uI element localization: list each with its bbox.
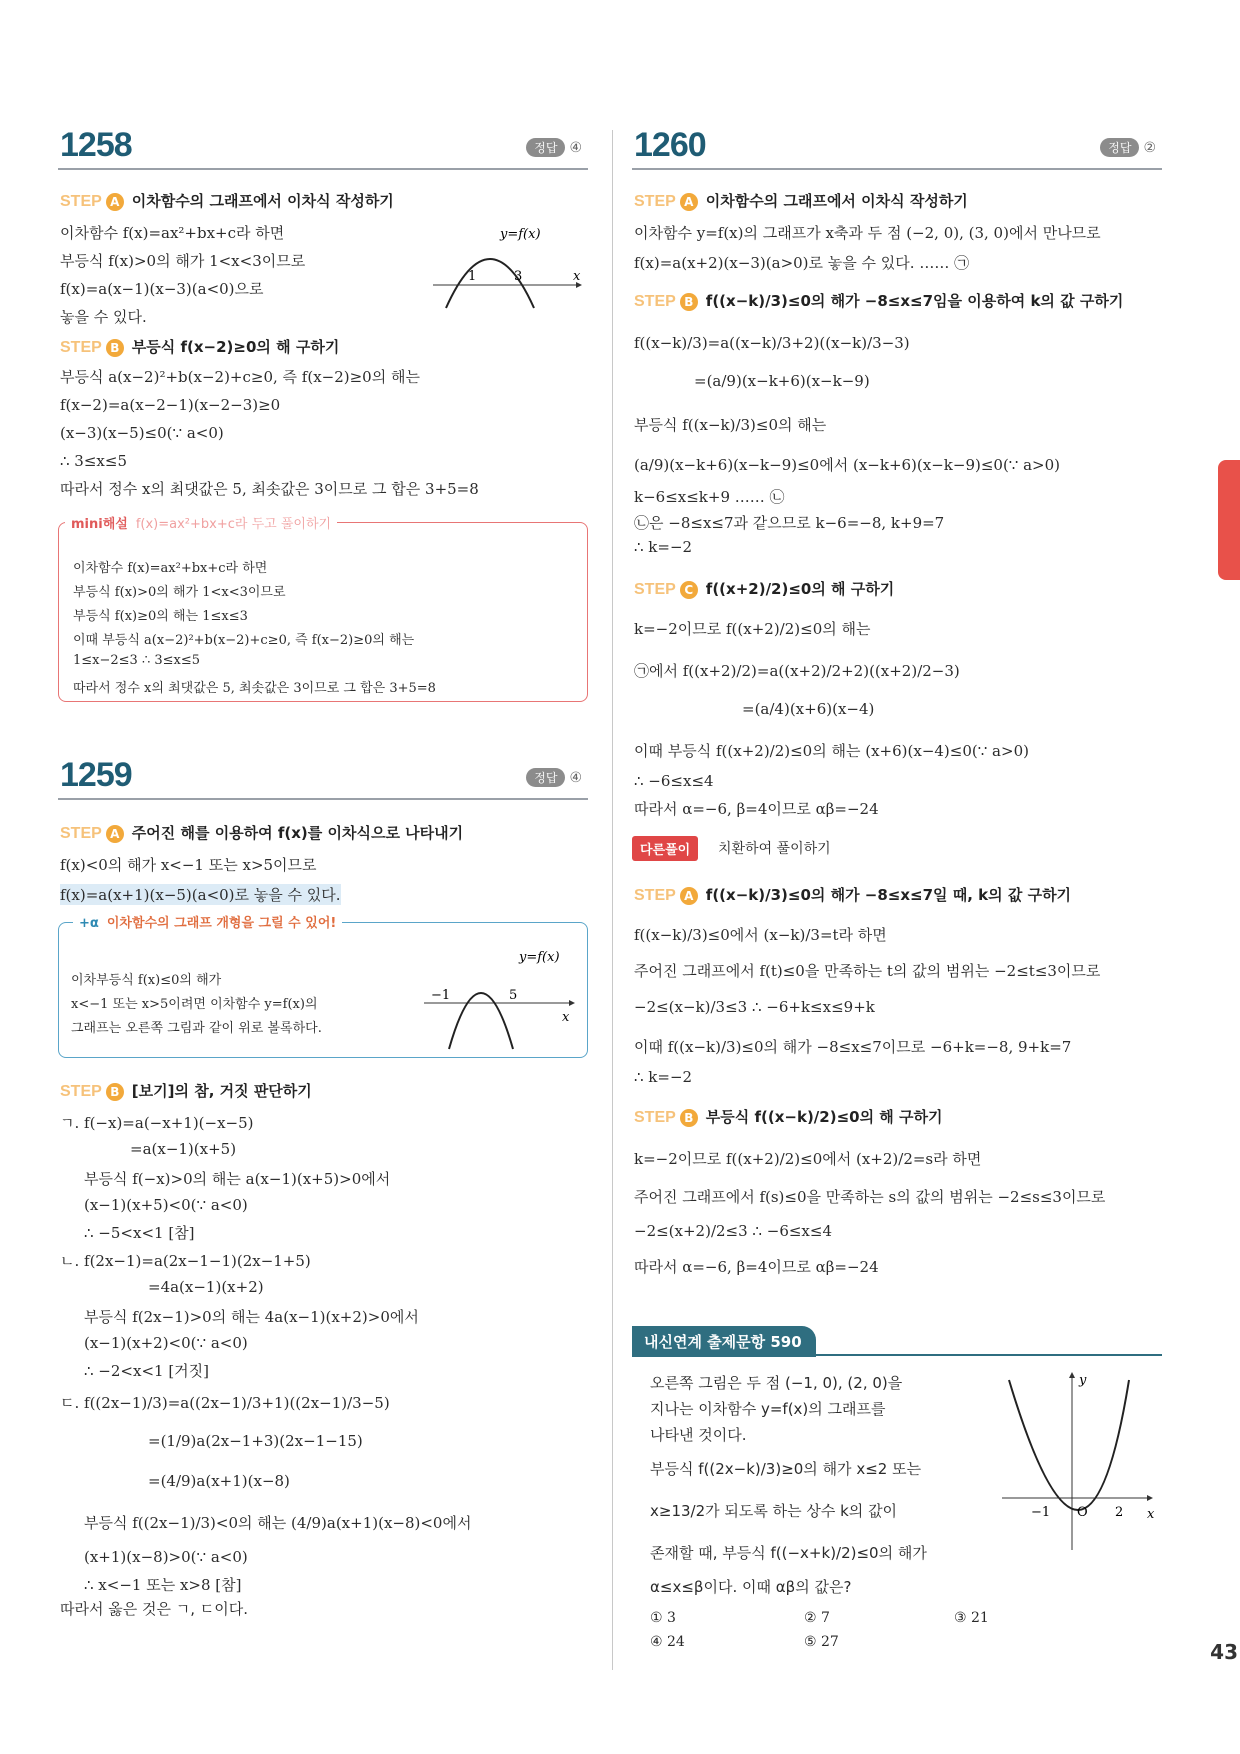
axis-label: x: [573, 269, 581, 284]
solution-line: f((x−k)/3)≤0에서 (x−k)/3=t라 하면: [634, 926, 887, 944]
solution-line: −2≤(x−k)/3≤3 ∴ −6+k≤x≤9+k: [634, 998, 875, 1016]
solution-line: ∴ x<−1 또는 x>8 [참]: [84, 1576, 242, 1594]
mini-line: 부등식 f(x)>0의 해가 1<x<3이므로: [73, 585, 286, 600]
solution-line: k−6≤x≤k+9 …… ㉡: [634, 488, 785, 506]
choice-5[interactable]: ⑤ 27: [804, 1634, 839, 1650]
question-line: 부등식 f((2x−k)/3)≥0의 해가 x≤2 또는: [650, 1460, 922, 1478]
solution-line: 따라서 정수 x의 최댓값은 5, 최솟값은 3이므로 그 합은 3+5=8: [60, 480, 479, 498]
solution-line: 부등식 f(−x)>0의 해는 a(x−1)(x+5)>0에서: [84, 1170, 391, 1188]
highlighted-line: f(x)=a(x+1)(x−5)(a<0)로 놓을 수 있다.: [60, 886, 341, 904]
x-axis-label: x: [1147, 1507, 1155, 1522]
solution-line: f(x)<0의 해가 x<−1 또는 x>5이므로: [60, 856, 317, 874]
tick-label: −1: [1031, 1505, 1051, 1520]
solution-line: =(a/9)(x−k+6)(x−k−9): [694, 372, 870, 390]
alpha-line: x<−1 또는 x>5이려면 이차함수 y=f(x)의: [71, 997, 318, 1012]
parabola-graph-1259: [409, 939, 579, 1049]
solution-line: f(x)=a(x−1)(x−3)(a<0)으로: [60, 280, 264, 298]
solution-line: =4a(x−1)(x+2): [148, 1278, 264, 1296]
column-divider: [612, 130, 613, 1670]
choice-2[interactable]: ② 7: [804, 1610, 830, 1626]
other-solution-badge: 다른풀이: [632, 836, 698, 861]
solution-line: 부등식 a(x−2)²+b(x−2)+c≥0, 즉 f(x−2)≥0의 해는: [60, 368, 420, 386]
solution-line: (x+1)(x−8)>0(∵ a<0): [84, 1548, 248, 1566]
solution-line: f(x)=a(x+2)(x−3)(a>0)로 놓을 수 있다. …… ㉠: [634, 254, 970, 272]
question-line: 존재할 때, 부등식 f((−x+k)/2)≤0의 해가: [650, 1544, 927, 1562]
mini-line: 이차함수 f(x)=ax²+bx+c라 하면: [73, 561, 268, 576]
choice-4[interactable]: ④ 24: [650, 1634, 685, 1650]
chapter-side-tab[interactable]: [1218, 460, 1240, 580]
solution-line: 이차함수 f(x)=ax²+bx+c라 하면: [60, 224, 285, 242]
other-step-b-heading: STEP B 부등식 f((x−k)/2)≤0의 해 구하기: [634, 1108, 943, 1126]
mini-explanation-title: mini해설 f(x)=ax²+bx+c라 두고 풀이하기: [65, 513, 337, 532]
tick-label: −1: [431, 988, 451, 1003]
parabola-graph-1258: [428, 220, 588, 310]
alpha-line: 이차부등식 f(x)≤0의 해가: [71, 973, 222, 988]
answer-indicator: 정답 ④: [526, 768, 582, 787]
solution-line: =(a/4)(x+6)(x−4): [742, 700, 875, 718]
solution-line: 부등식 f((x−k)/3)≤0의 해는: [634, 416, 827, 434]
choice-3[interactable]: ③ 21: [954, 1610, 989, 1626]
solution-line: k=−2이므로 f((x+2)/2)≤0에서 (x+2)/2=s라 하면: [634, 1150, 982, 1168]
solution-line: 이때 부등식 f((x+2)/2)≤0의 해는 (x+6)(x−4)≤0(∵ a>0): [634, 742, 1029, 760]
solution-line: k=−2이므로 f((x+2)/2)≤0의 해는: [634, 620, 871, 638]
solution-line: =(4/9)a(x+1)(x−8): [148, 1472, 290, 1490]
solution-line: (x−1)(x+2)<0(∵ a<0): [84, 1334, 248, 1352]
upward-parabola-graph: [997, 1370, 1162, 1555]
solution-line: 주어진 그래프에서 f(s)≤0을 만족하는 s의 값의 범위는 −2≤s≤3이므로: [634, 1188, 1106, 1206]
solution-line: 이차함수 y=f(x)의 그래프가 x축과 두 점 (−2, 0), (3, 0)에서 만나므로: [634, 224, 1101, 242]
other-solution-title: 치환하여 풀이하기: [718, 841, 831, 857]
problem-number: 1260: [634, 126, 706, 164]
solution-line: ∴ k=−2: [634, 538, 693, 556]
solution-line: 부등식 f(2x−1)>0의 해는 4a(x−1)(x+2)>0에서: [84, 1308, 419, 1326]
solution-line: ㄷ. f((2x−1)/3)=a((2x−1)/3+1)((2x−1)/3−5): [60, 1394, 390, 1412]
alpha-line: 그래프는 오른쪽 그림과 같이 위로 볼록하다.: [71, 1021, 322, 1036]
solution-line: ∴ −6≤x≤4: [634, 772, 714, 790]
tick-label: 3: [514, 269, 523, 284]
tick-label: 2: [1115, 1505, 1124, 1520]
page-number: 43: [1210, 1640, 1238, 1664]
step-a-heading: STEP A 이차함수의 그래프에서 이차식 작성하기: [60, 192, 394, 210]
axis-label: x: [562, 1010, 570, 1025]
plus-alpha-title: +α 이차함수의 그래프 개형을 그릴 수 있어!: [73, 912, 342, 931]
solution-line: 따라서 α=−6, β=4이므로 αβ=−24: [634, 800, 879, 818]
mini-line: 부등식 f(x)≥0의 해는 1≤x≤3: [73, 609, 248, 624]
step-b-heading: STEP B f((x−k)/3)≤0의 해가 −8≤x≤7임을 이용하여 k의 값 구하기: [634, 292, 1124, 310]
question-line: α≤x≤β이다. 이때 αβ의 값은?: [650, 1578, 852, 1596]
problem-1260-header: [632, 126, 1162, 170]
question-line: 나타낸 것이다.: [650, 1426, 747, 1444]
solution-line: ㉠에서 f((x+2)/2)=a((x+2)/2+2)((x+2)/2−3): [634, 662, 960, 680]
step-c-heading: STEP C f((x+2)/2)≤0의 해 구하기: [634, 580, 895, 598]
solution-line: f((x−k)/3)=a((x−k)/3+2)((x−k)/3−3): [634, 334, 910, 352]
mini-line: 따라서 정수 x의 최댓값은 5, 최솟값은 3이므로 그 합은 3+5=8: [73, 681, 436, 696]
solution-line: 부등식 f((2x−1)/3)<0의 해는 (4/9)a(x+1)(x−8)<0에서: [84, 1514, 472, 1532]
mini-line: 1≤x−2≤3 ∴ 3≤x≤5: [73, 653, 201, 668]
tick-label: 5: [509, 988, 518, 1003]
choice-1[interactable]: ① 3: [650, 1610, 676, 1626]
other-step-a-heading: STEP A f((x−k)/3)≤0의 해가 −8≤x≤7일 때, k의 값 구하기: [634, 886, 1072, 904]
step-a-heading: STEP A 주어진 해를 이용하여 f(x)를 이차식으로 나타내기: [60, 824, 464, 842]
origin-label: O: [1077, 1505, 1088, 1520]
solution-line: =(1/9)a(2x−1+3)(2x−1−15): [148, 1432, 363, 1450]
solution-line: f(x−2)=a(x−2−1)(x−2−3)≥0: [60, 396, 281, 414]
answer-indicator: 정답 ②: [1100, 138, 1156, 157]
solution-line: ㉡은 −8≤x≤7과 같으므로 k−6=−8, k+9=7: [634, 514, 945, 532]
curve-label: y=f(x): [500, 227, 541, 242]
mini-explanation-box: [58, 517, 588, 702]
solution-line: ∴ 3≤x≤5: [60, 452, 127, 470]
related-problem-label: 내신연계 출제문항 590: [632, 1326, 816, 1357]
solution-line: ∴ −2<x<1 [거짓]: [84, 1362, 210, 1380]
solution-line: 주어진 그래프에서 f(t)≤0을 만족하는 t의 값의 범위는 −2≤t≤3이므로: [634, 962, 1101, 980]
solution-line: (x−3)(x−5)≤0(∵ a<0): [60, 424, 224, 442]
solution-line: =a(x−1)(x+5): [130, 1140, 237, 1158]
solution-line: 부등식 f(x)>0의 해가 1<x<3이므로: [60, 252, 306, 270]
problem-1258-header: [58, 126, 588, 170]
solution-line: (x−1)(x+5)<0(∵ a<0): [84, 1196, 248, 1214]
solution-line: ㄱ. f(−x)=a(−x+1)(−x−5): [60, 1114, 254, 1132]
solution-line: ∴ −5<x<1 [참]: [84, 1224, 195, 1242]
solution-line: ∴ k=−2: [634, 1068, 693, 1086]
step-b-heading: STEP B 부등식 f(x−2)≥0의 해 구하기: [60, 338, 340, 356]
problem-1259-header: [58, 756, 588, 800]
step-a-heading: STEP A 이차함수의 그래프에서 이차식 작성하기: [634, 192, 968, 210]
solution-line: 이때 f((x−k)/3)≤0의 해가 −8≤x≤7이므로 −6+k=−8, 9+k=7: [634, 1038, 1072, 1056]
question-line: x≥13/2가 되도록 하는 상수 k의 값이: [650, 1502, 898, 1520]
solution-line: 따라서 α=−6, β=4이므로 αβ=−24: [634, 1258, 879, 1276]
solution-line: 놓을 수 있다.: [60, 308, 147, 326]
related-problem-header: [632, 1326, 1162, 1356]
question-line: 지나는 이차함수 y=f(x)의 그래프를: [650, 1400, 886, 1418]
solution-line: −2≤(x+2)/2≤3 ∴ −6≤x≤4: [634, 1222, 832, 1240]
solution-line: (a/9)(x−k+6)(x−k−9)≤0에서 (x−k+6)(x−k−9)≤0(∵ a>0): [634, 456, 1061, 474]
mini-line: 이때 부등식 a(x−2)²+b(x−2)+c≥0, 즉 f(x−2)≥0의 해는: [73, 633, 415, 648]
y-axis-label: y: [1079, 1373, 1087, 1388]
tick-label: 1: [468, 269, 477, 284]
solution-conclusion: 따라서 옳은 것은 ㄱ, ㄷ이다.: [60, 1600, 248, 1618]
curve-label: y=f(x): [519, 950, 560, 965]
question-line: 오른쪽 그림은 두 점 (−1, 0), (2, 0)을: [650, 1374, 903, 1392]
step-b-heading: STEP B [보기]의 참, 거짓 판단하기: [60, 1082, 312, 1100]
problem-number: 1259: [60, 756, 132, 794]
problem-number: 1258: [60, 126, 132, 164]
solution-line: ㄴ. f(2x−1)=a(2x−1−1)(2x−1+5): [60, 1252, 311, 1270]
plus-alpha-box: [58, 916, 588, 1058]
answer-indicator: 정답 ④: [526, 138, 582, 157]
